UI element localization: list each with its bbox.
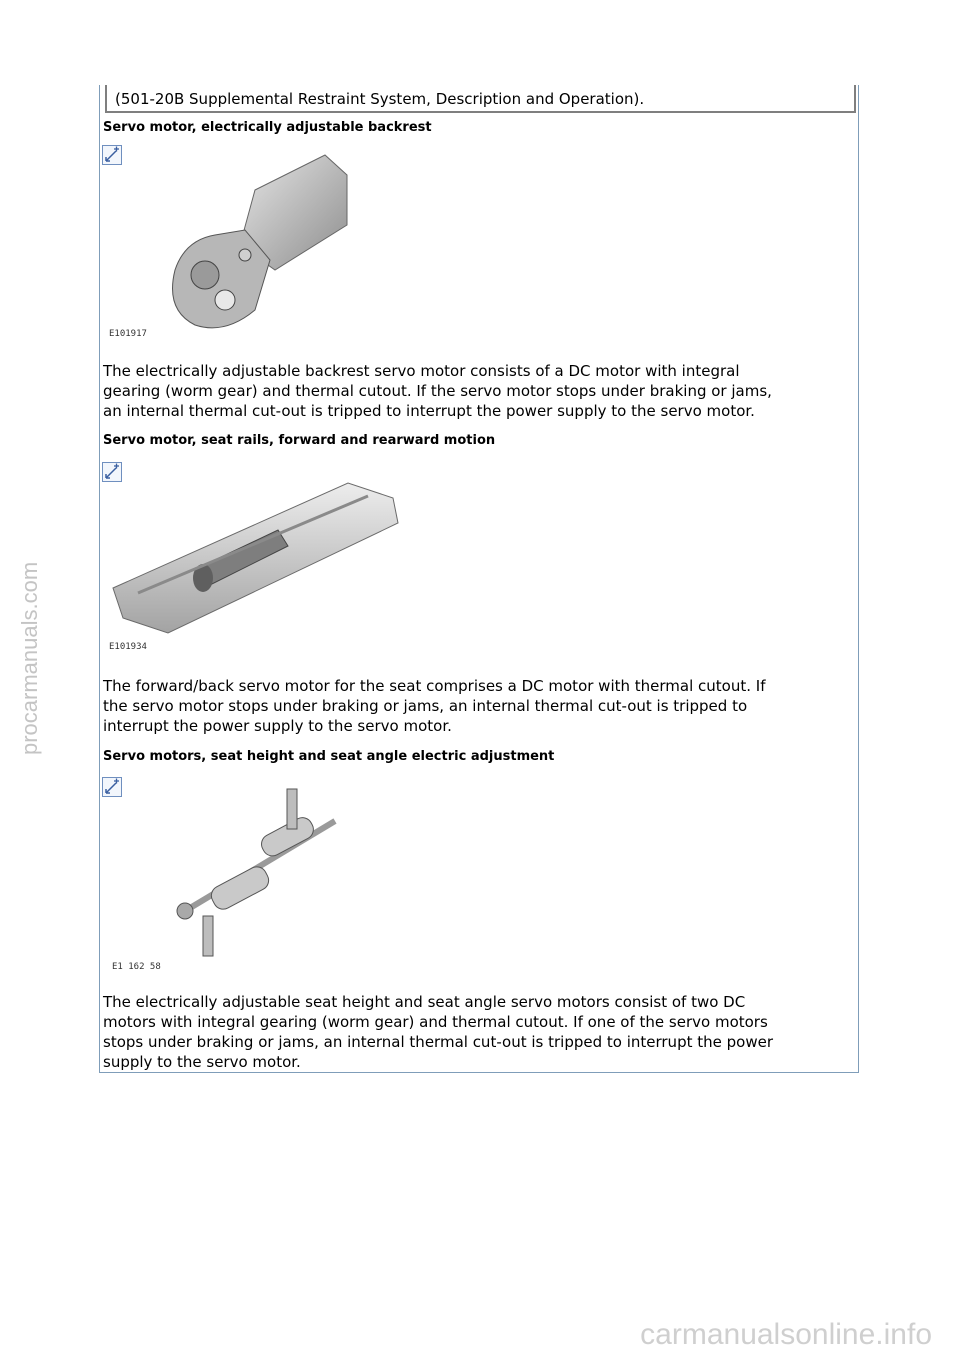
section-heading-backrest: Servo motor, electrically adjustable backrest <box>103 120 432 135</box>
paragraph-line: gearing (worm gear) and thermal cutout. If the servo motor stops under braking or jams, <box>103 382 772 400</box>
paragraph-line: the servo motor stops under braking or jams, an internal thermal cut-out is tripped to <box>103 697 748 715</box>
bottom-watermark: carmanualsonline.info <box>640 1318 932 1351</box>
section-text-backrest <box>103 361 772 421</box>
side-watermark: procarmanuals.com <box>17 561 42 755</box>
paragraph-line: an internal thermal cut-out is tripped to interrupt the power supply to the servo motor. <box>103 402 755 420</box>
figure-code-2: E101934 <box>109 642 147 652</box>
backrest-servo-motor-image <box>155 150 365 340</box>
paragraph-line: motors with integral gearing (worm gear) and thermal cutout. If one of the servo motors <box>103 1013 768 1031</box>
section-heading-seat-rails: Servo motor, seat rails, forward and rearward motion <box>103 433 496 448</box>
zoom-image-icon[interactable] <box>102 777 122 797</box>
seat-rail-servo-motor-image <box>108 468 403 638</box>
paragraph-line: stops under braking or jams, an internal thermal cut-out is tripped to interrupt the power <box>103 1033 773 1051</box>
reference-note: (501-20B Supplemental Restraint System, Description and Operation). <box>115 90 645 108</box>
seat-height-angle-servo-motors-image <box>165 781 345 971</box>
section-heading-seat-height-angle: Servo motors, seat height and seat angle electric adjustment <box>103 749 555 764</box>
reference-note-box <box>105 85 856 113</box>
zoom-image-icon[interactable] <box>102 145 122 165</box>
content-frame <box>99 85 859 1073</box>
section-text-seat-rails <box>103 676 765 736</box>
paragraph-line: The forward/back servo motor for the seat comprises a DC motor with thermal cutout. If <box>103 677 766 695</box>
paragraph-line: supply to the servo motor. <box>103 1053 301 1071</box>
figure-code-1: E101917 <box>109 329 147 339</box>
paragraph-line: The electrically adjustable backrest servo motor consists of a DC motor with integral <box>103 362 740 380</box>
figure-code-3: E1 162 58 <box>112 962 161 972</box>
section-text-seat-height-angle <box>103 992 773 1072</box>
paragraph-line: The electrically adjustable seat height and seat angle servo motors consist of two DC <box>103 993 746 1011</box>
paragraph-line: interrupt the power supply to the servo motor. <box>103 717 452 735</box>
